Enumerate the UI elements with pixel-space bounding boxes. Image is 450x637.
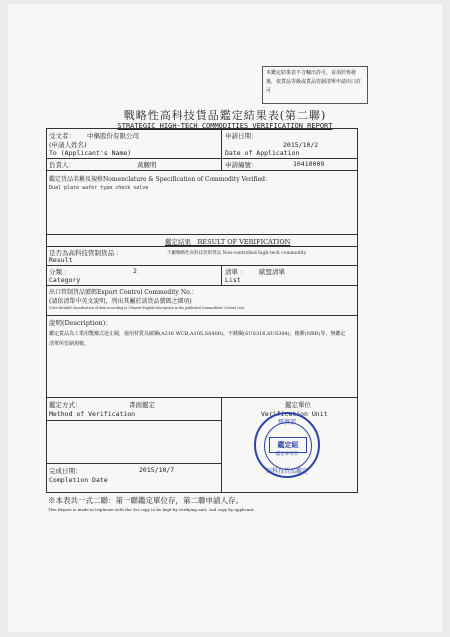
- applicant-label: 受文者：: [49, 132, 75, 140]
- application-date: 2015/10/2: [283, 141, 319, 149]
- row-divider: [47, 234, 357, 235]
- application-date-label: 申請日期：: [225, 132, 258, 140]
- application-no: 10410009: [293, 160, 325, 168]
- list-label-en: List: [225, 276, 241, 284]
- completion-date: 2015/10/7: [139, 466, 175, 474]
- applicant-label-2: (申請人姓名): [49, 141, 87, 149]
- applicant-label-en: To (Applicant's Name): [49, 149, 132, 157]
- unit-label: 鑑定單位: [285, 401, 311, 409]
- col-divider: [221, 265, 222, 285]
- row-divider: [47, 397, 357, 398]
- ecc-label: 出口管制貨品號碼Export Control Commodity No.：: [49, 289, 198, 296]
- nomenclature-value: Dual plate wafer type check valve: [49, 185, 149, 191]
- row-divider: [47, 246, 357, 247]
- category-label: 分類 ：: [49, 268, 71, 276]
- row-divider: [47, 158, 357, 159]
- method-label: 鑑定方式：: [49, 401, 82, 409]
- row-divider: [47, 463, 221, 464]
- seal-bottom-text: 高科技貨品鑑定: [265, 468, 308, 475]
- ecc-note: (請依清單中英文說明，列出其屬於該貨品號碼之細項): [49, 298, 192, 305]
- list-label: 清單 ：: [225, 268, 247, 276]
- controlled-label-en: Result: [49, 256, 73, 264]
- responsible-label: 負責人：: [49, 161, 75, 169]
- method-label-en: Method of Verification: [49, 410, 136, 418]
- seal-sub-text: 鑑定專用章: [275, 452, 299, 457]
- footer-note-en: This Report is made in triplicate with the 1st copy to be kept by verifying unit, 2nd copy by applicant.: [48, 507, 255, 512]
- application-date-label-en: Date of Application: [225, 149, 300, 157]
- row-divider: [47, 170, 357, 171]
- nomenclature-label: 鑑定貨品名稱及規格Nomenclature & Specification of Commodity Verified：: [49, 176, 272, 183]
- list-value: 歐盟清單: [259, 268, 285, 276]
- completion-label: 完成日期：: [49, 467, 82, 475]
- result-heading: 鑑定結果 RESULT OF VERIFICATION: [165, 238, 291, 246]
- method-value: 書面鑑定: [129, 401, 155, 409]
- description-label: 說明(Description)：: [49, 319, 112, 327]
- description-value: 鑑定貨品為工業用雙瓣式逆止閥，使用材質為碳鋼(A216 WCB,A105,SS400)、不銹鋼(SUS316,SUS304)、橡膠(NBR)等，無鑑定清單所管制規範。: [49, 331, 346, 347]
- col-divider: [221, 397, 222, 493]
- row-divider: [47, 315, 357, 316]
- row-divider: [47, 420, 221, 421]
- row-divider: [47, 265, 357, 266]
- application-no-label: 申請編號：: [225, 161, 258, 169]
- controlled-label: 是否為高科技管制貨品 ：: [49, 249, 123, 257]
- category-label-en: Category: [49, 276, 81, 284]
- seal-top-text: 經濟部: [277, 419, 296, 426]
- notice-box: 本鑑定結果表不含輸出許可，並須於核發後，依貨品等級或貨品管制清單申請出口許可: [262, 66, 368, 104]
- report-title-zh: 戰略性高科技貨品鑑定結果表(第二聯): [123, 109, 327, 122]
- controlled-value: 不屬戰略性高科技管制貨品 Non-controlled high-tech commodity: [167, 251, 307, 256]
- completion-label-en: Completion Date: [49, 476, 108, 484]
- report-page: [8, 4, 442, 632]
- report-title-en: STRATEGIC HIGH-TECH COMMODITIES VERIFICATION REPORT: [117, 122, 333, 130]
- row-divider: [47, 285, 357, 286]
- unit-label-en: Verification Unit: [261, 410, 328, 418]
- footer-note-zh: ※本表共一式二聯：第一聯鑑定單位存，第二聯申請人存。: [48, 496, 243, 505]
- seal-center-text: 鑑定組: [269, 437, 307, 453]
- applicant-name: 中樞股份有限公司: [87, 132, 139, 140]
- category-value: 2: [133, 267, 137, 275]
- verification-seal: [254, 412, 320, 478]
- ecc-note-en: (Give detailed classification of item according to Chinese-English description in the published Commodities Control List): [49, 306, 245, 310]
- col-divider: [221, 129, 222, 170]
- responsible-name: 黃駿明: [137, 161, 157, 169]
